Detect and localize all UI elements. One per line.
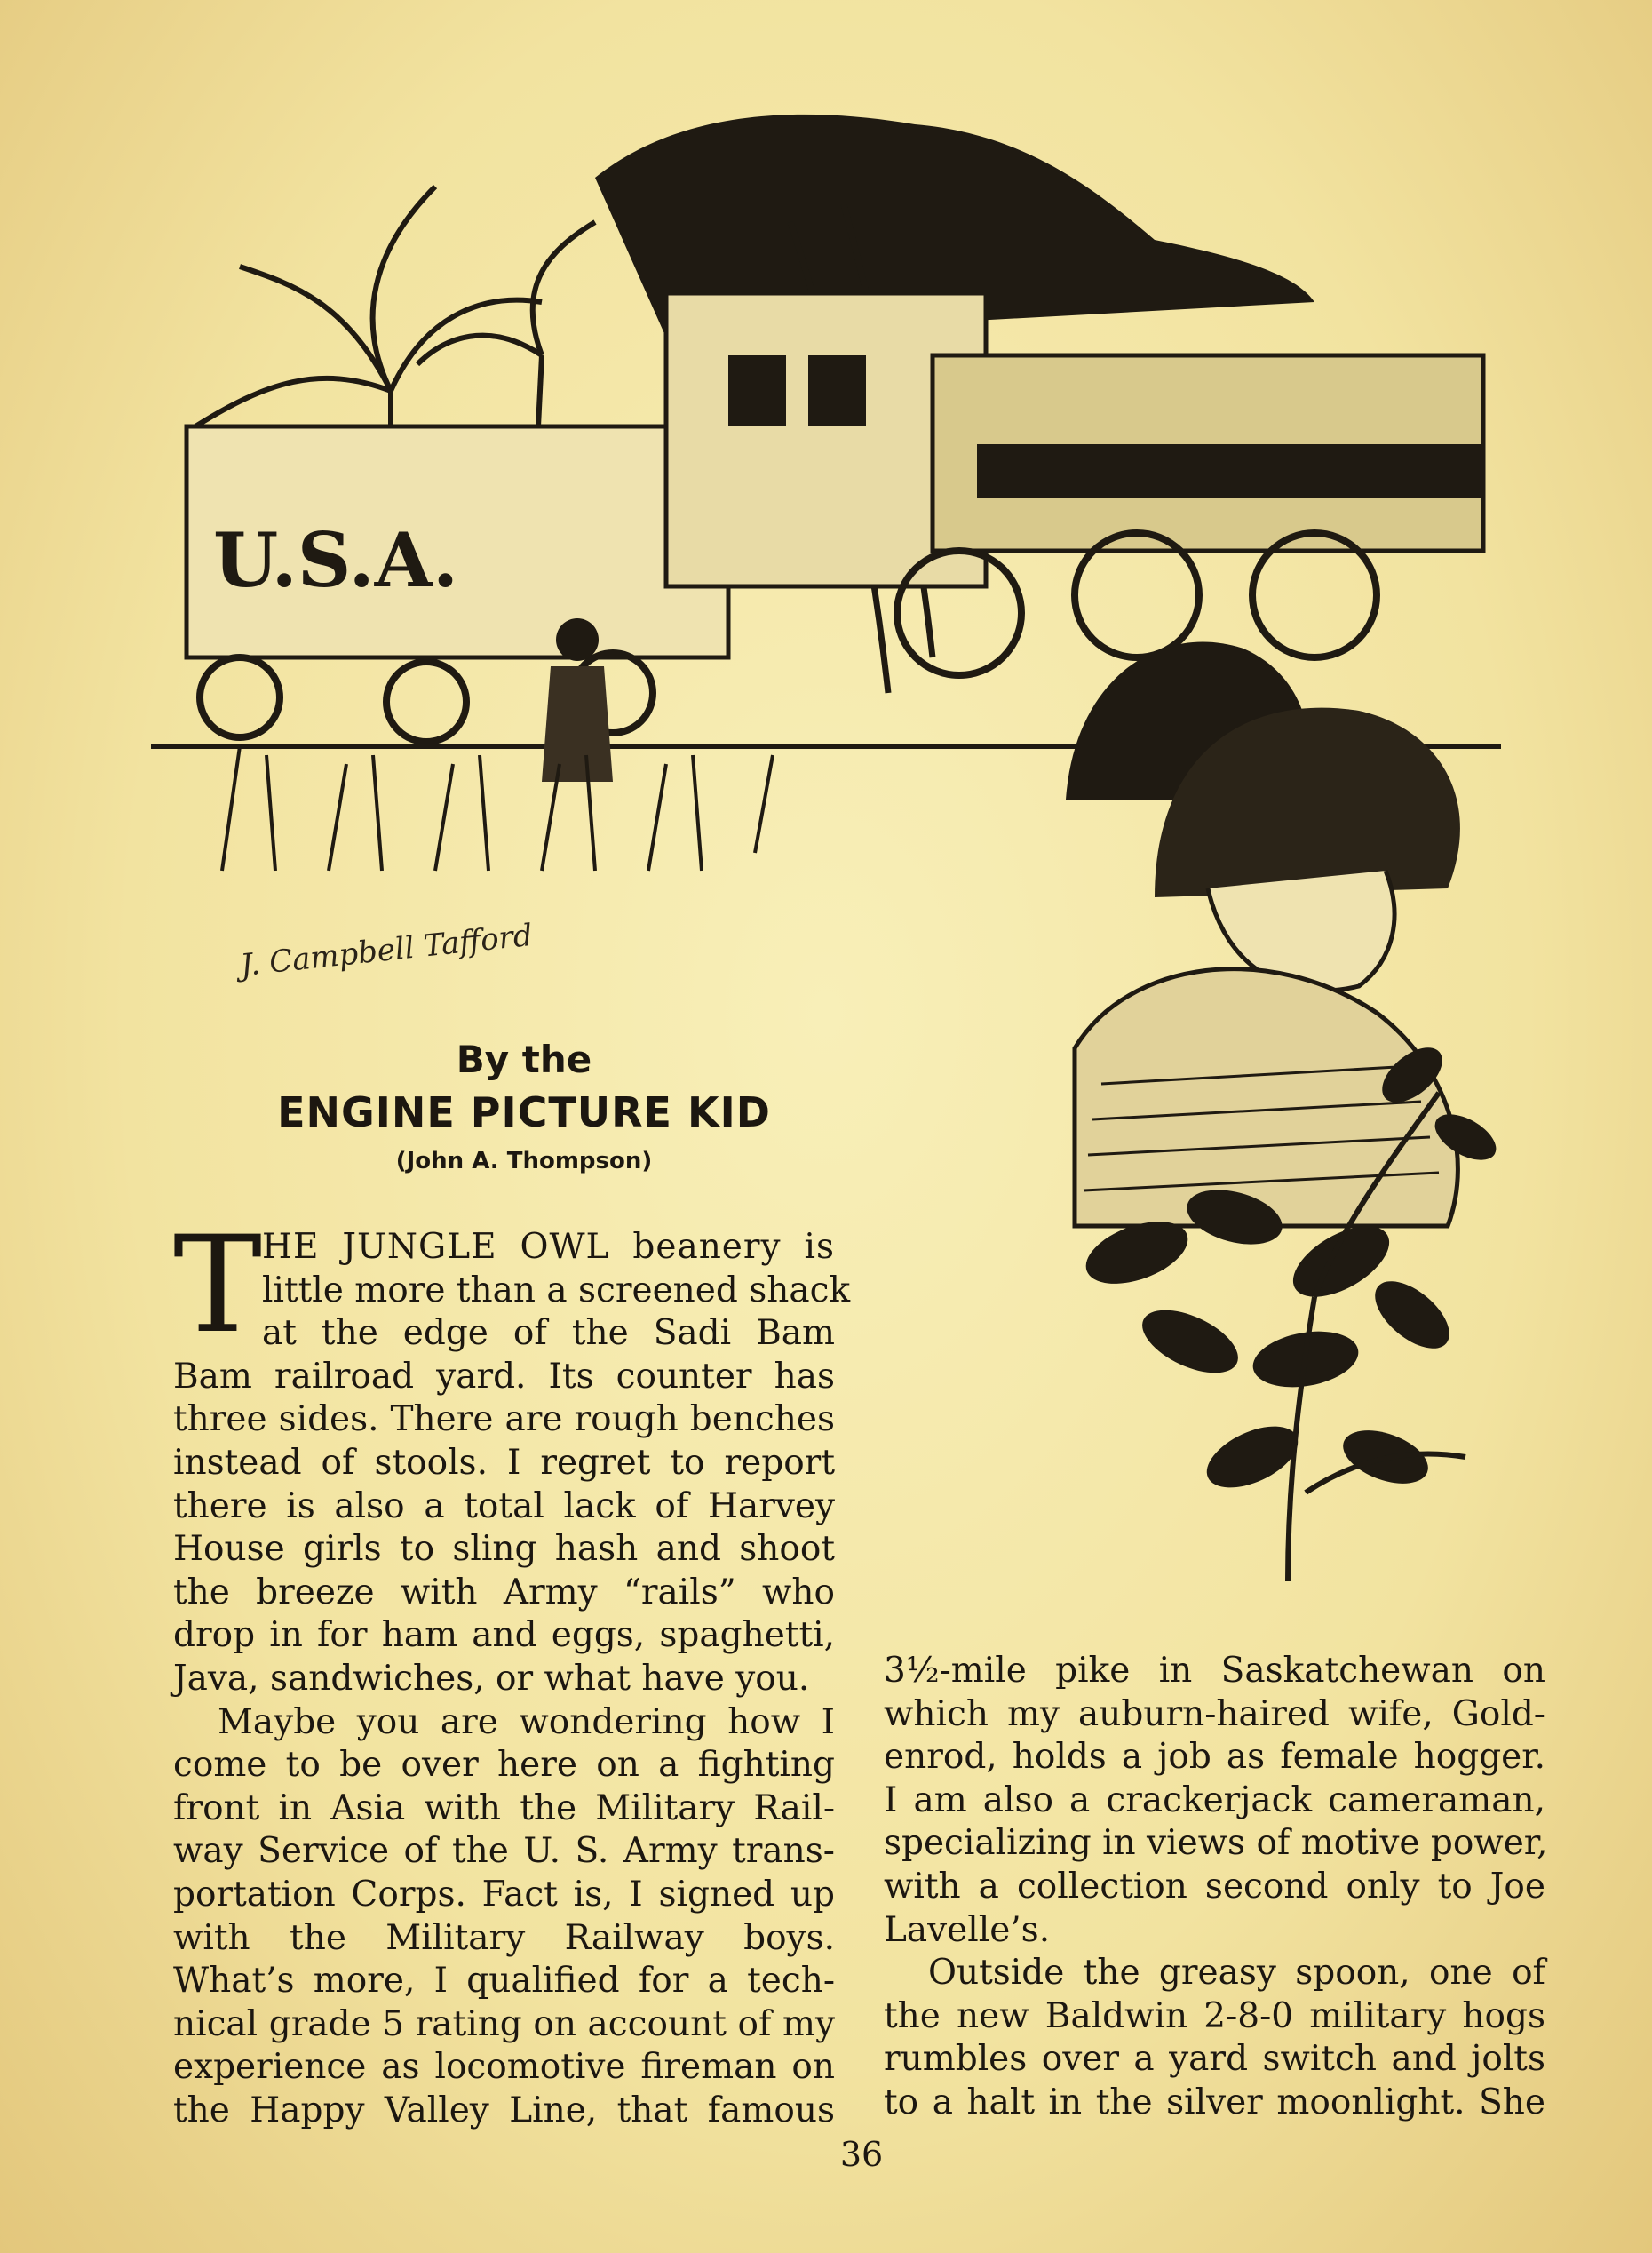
text-line: instead of stools. I regret to report (173, 1442, 835, 1483)
text-line: HE JUNGLE OWL beanery is (262, 1227, 835, 1267)
text-line: 3½-mile pike in Saskatchewan on (884, 1651, 1545, 1691)
page-number: 36 (839, 2135, 884, 2174)
text-column-1 (173, 1208, 851, 2132)
text-line: Outside the greasy spoon, one of (928, 1953, 1545, 1994)
text-line: Maybe you are wondering how I (218, 1701, 835, 1742)
text-line: enrod, holds a job as female hogger. (884, 1737, 1545, 1778)
text-line: What’s more, I qualified for a tech- (173, 1961, 835, 2002)
opening-paragraph (173, 1208, 851, 1363)
author-name: (John A. Thompson) (395, 1148, 653, 1174)
car-lettering: U.S.A. (213, 516, 459, 604)
text-line: House girls to sling hash and shoot (173, 1529, 835, 1570)
text-line: I am also a crackerjack cameraman, (884, 1779, 1545, 1820)
byline-prefix: By the (456, 1038, 592, 1081)
text-line: to a halt in the silver moonlight. She (884, 2082, 1545, 2122)
text-line: Java, sandwiches, or what have you. (173, 1658, 810, 1699)
text-line: rumbles over a yard switch and jolts (884, 2039, 1545, 2080)
text-line: which my auburn-haired wife, Gold- (884, 1693, 1545, 1734)
text-line: portation Corps. Fact is, I signed up (173, 1874, 835, 1915)
text-line: Lavelle’s. (884, 1909, 1051, 1950)
text-column-2 (884, 1650, 1548, 2125)
text-line: the Happy Valley Line, that famous (173, 2090, 835, 2130)
text-line: way Service of the U. S. Army trans- (173, 1831, 835, 1872)
text-line: nical grade 5 rating on account of my (173, 2003, 835, 2044)
text-line: there is also a total lack of Harvey (173, 1485, 835, 1526)
text-line: little more than a screened shack (262, 1270, 851, 1310)
byline-name: ENGINE PICTURE KID (277, 1088, 771, 1136)
text-line: front in Asia with the Military Rail- (173, 1787, 835, 1828)
text-line: the breeze with Army “rails” who (173, 1572, 835, 1612)
text-line: with a collection second only to Joe (884, 1866, 1545, 1907)
text-line: drop in for ham and eggs, spaghetti, (173, 1615, 835, 1656)
text-line: with the Military Railway boys. (173, 1917, 835, 1958)
text-line: at the edge of the Sadi Bam (262, 1313, 835, 1354)
article-title-block (213, 1035, 835, 1182)
drop-cap: T (173, 1208, 263, 1363)
illustrator-signature: J. Campbell Tafford (238, 917, 535, 984)
text-line: experience as locomotive fireman on (173, 2047, 835, 2088)
text-line: the new Baldwin 2-8-0 military hogs (884, 1995, 1545, 2036)
text-line: specializing in views of motive power, (884, 1823, 1548, 1864)
text-line: come to be over here on a fighting (173, 1745, 835, 1786)
text-line: Bam railroad yard. Its counter has (173, 1356, 835, 1397)
text-line: three sides. There are rough benches (173, 1399, 835, 1440)
